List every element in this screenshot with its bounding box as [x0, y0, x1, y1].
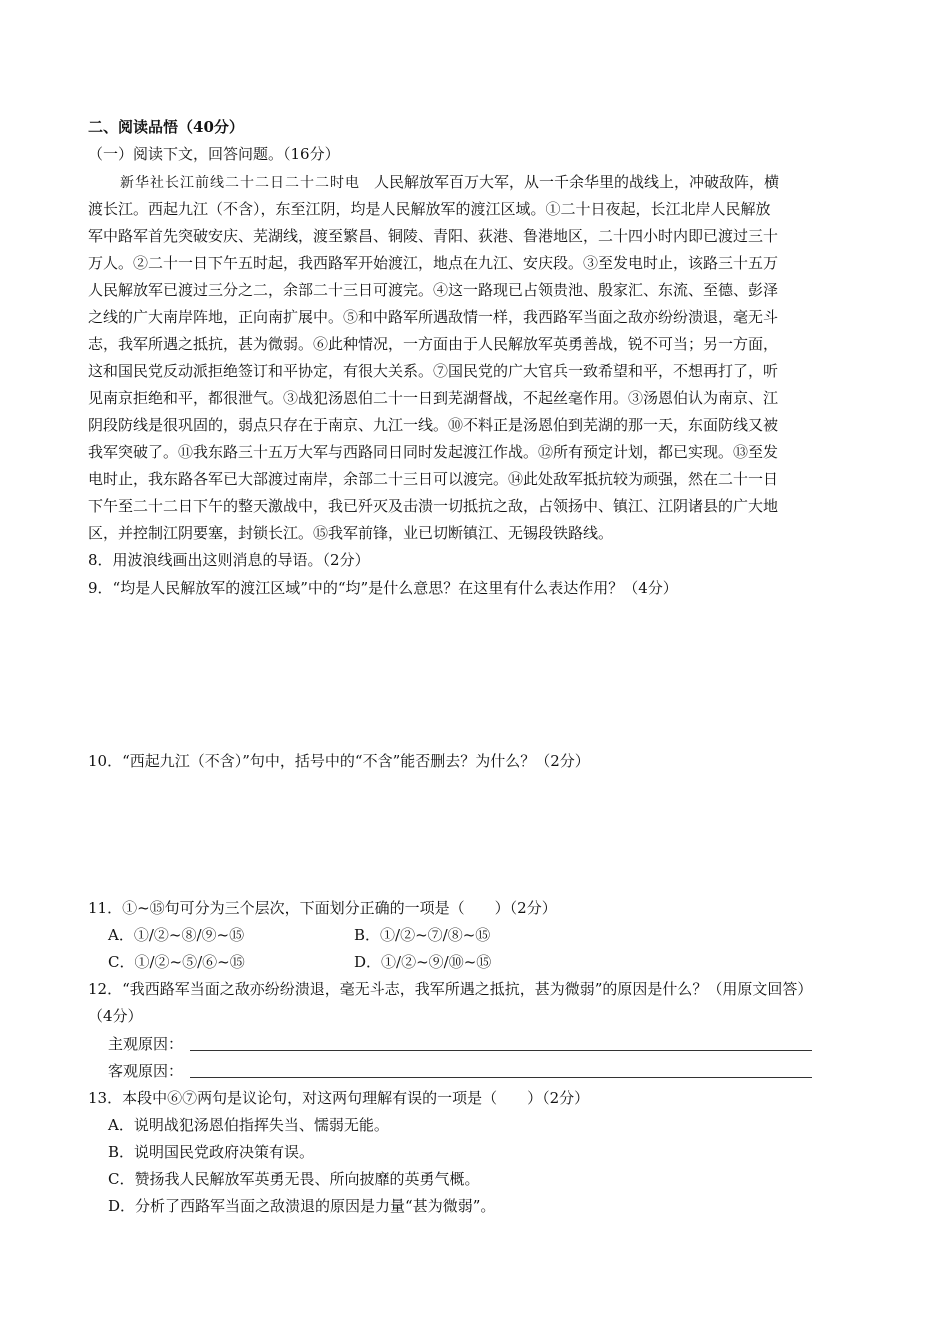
passage-line: 下午至二十二日下午的整天激战中，我已歼灭及击溃一切抵抗之敌，占领扬中、镇江、江阴诸县的广大地 — [88, 497, 779, 515]
section-title: 二、阅读品悟（40分） — [88, 118, 244, 136]
subjective-reason-label: 主观原因： — [108, 1035, 184, 1053]
passage-line: 电时止，我东路各军已大部渡过南岸，余部二十三日可以渡完。⑭此处敌军抵抗较为顽强，然在二十一日 — [88, 470, 779, 488]
passage-dateline: 新华社长江前线二十二日二十二时电 — [120, 175, 360, 191]
question-9: 9．“均是人民解放军的渡江区域”中的“均”是什么意思？在这里有什么表达作用？（4分） — [88, 579, 678, 597]
passage-line: 万人。②二十一日下午五时起，我西路军开始渡江，地点在九江、安庆段。③至发电时止，该路三十五万 — [88, 254, 779, 272]
question-13-option-a: A．说明战犯汤恩伯指挥失当、懦弱无能。 — [108, 1116, 389, 1134]
passage-line: 区，并控制江阴要塞，封锁长江。⑮我军前锋，业已切断镇江、无锡段铁路线。 — [88, 524, 614, 542]
passage-line: 渡长江。西起九江（不含），东至江阴，均是人民解放军的渡江区域。①二十日夜起，长江北岸人民解放 — [88, 200, 771, 218]
question-11-option-c: C．①/②~⑤/⑥~⑮ — [108, 953, 245, 971]
section-subtitle: （一）阅读下文，回答问题。（16分） — [88, 145, 340, 163]
passage-line: 这和国民党反动派拒绝签订和平协定，有很大关系。⑦国民党的广大官兵一致希望和平，不想再打了，听 — [88, 362, 779, 380]
question-13-option-d: D．分析了西路军当面之敌溃退的原因是力量“甚为微弱”。 — [108, 1197, 496, 1215]
question-8: 8．用波浪线画出这则消息的导语。（2分） — [88, 551, 370, 569]
question-13-stem: 13．本段中⑥⑦两句是议论句，对这两句理解有误的一项是（ ）（2分） — [88, 1089, 590, 1107]
passage-line: 人民解放军百万大军，从一千余华里的战线上，冲破敌阵，横 — [374, 173, 780, 191]
passage-line: 阴段防线是很巩固的，弱点只存在于南京、九江一线。⑩不料正是汤恩伯到芜湖的那一天，东面防线又被 — [88, 416, 779, 434]
question-11-stem: 11．①~⑮句可分为三个层次，下面划分正确的一项是（ ）（2分） — [88, 899, 557, 917]
question-11-option-d: D．①/②~⑨/⑩~⑮ — [354, 953, 492, 971]
question-11-option-a: A．①/②~⑧/⑨~⑮ — [108, 926, 245, 944]
passage-line: 军中路军首先突破安庆、芜湖线，渡至繁昌、铜陵、青阳、荻港、鲁港地区，二十四小时内即已渡过三十 — [88, 227, 779, 245]
objective-reason-answer-line[interactable] — [190, 1077, 812, 1078]
passage-line: 人民解放军已渡过三分之二，余部二十三日可渡完。④这一路现已占领贵池、殷家汇、东流、至德、彭泽 — [88, 281, 779, 299]
question-12-stem: 12．“我西路军当面之敌亦纷纷溃退，毫无斗志，我军所遇之抵抗，甚为微弱”的原因是什么？（用原文回答） — [88, 980, 813, 998]
passage-line: 见南京拒绝和平，都很泄气。③战犯汤恩伯二十一日到芜湖督战，不起丝毫作用。③汤恩伯认为南京、江 — [88, 389, 779, 407]
question-12-score: （4分） — [88, 1007, 143, 1025]
question-13-option-c: C．赞扬我人民解放军英勇无畏、所向披靡的英勇气概。 — [108, 1170, 480, 1188]
passage-line: 志，我军所遇之抵抗，甚为微弱。⑥此种情况，一方面由于人民解放军英勇善战，锐不可当；另一方面， — [88, 335, 779, 353]
question-11-option-b: B．①/②~⑦/⑧~⑮ — [354, 926, 491, 944]
question-13-option-b: B．说明国民党政府决策有误。 — [108, 1143, 315, 1161]
question-10: 10．“西起九江（不含）”句中，括号中的“不含”能否删去？为什么？（2分） — [88, 752, 590, 770]
passage-line: 之线的广大南岸阵地，正向南扩展中。⑤和中路军所遇敌情一样，我西路军当面之敌亦纷纷溃退，毫无斗 — [88, 308, 779, 326]
objective-reason-label: 客观原因： — [108, 1062, 184, 1080]
passage-line: 我军突破了。⑪我东路三十五万大军与西路同日同时发起渡江作战。⑫所有预定计划，都已实现。⑬至发 — [88, 443, 779, 461]
subjective-reason-answer-line[interactable] — [190, 1050, 812, 1051]
passage-first-line — [120, 172, 779, 193]
